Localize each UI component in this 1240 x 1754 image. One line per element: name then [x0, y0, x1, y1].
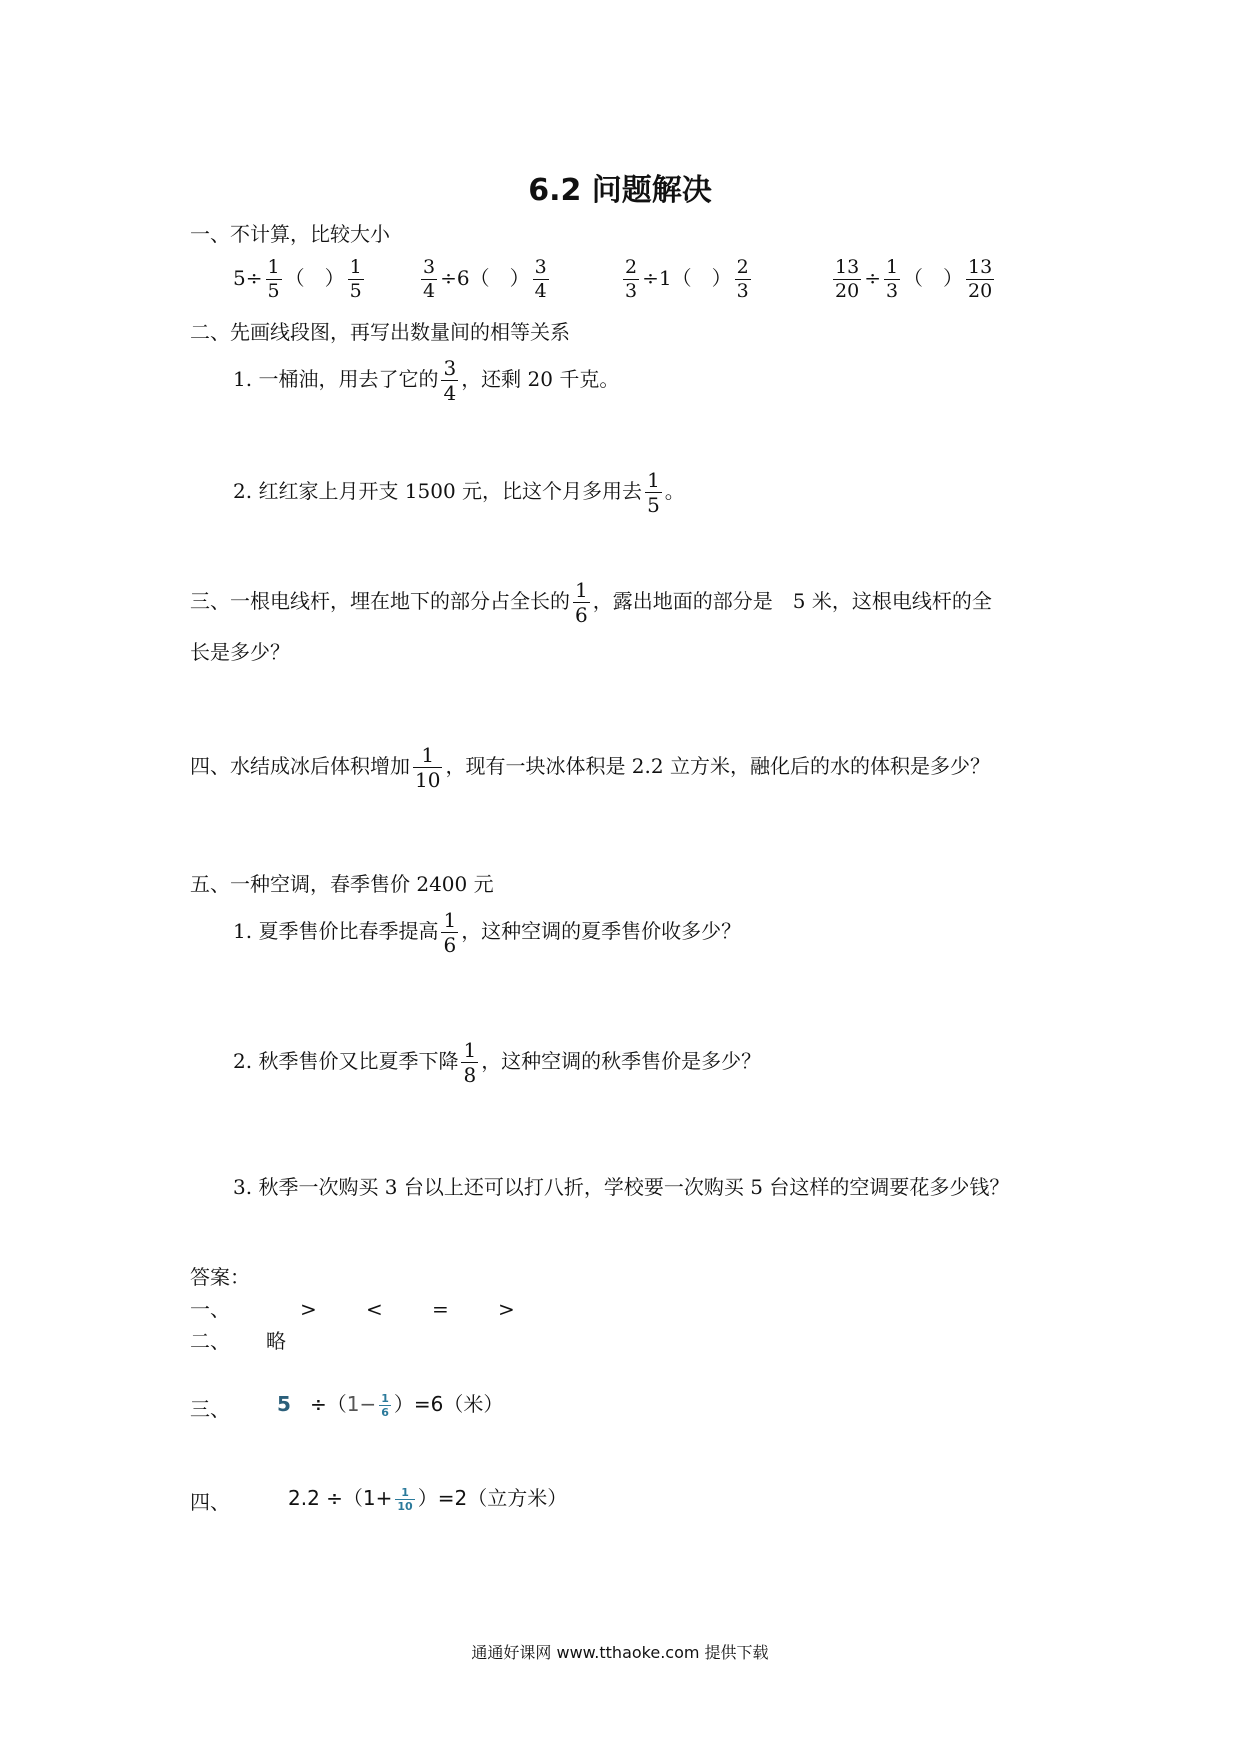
q1-item-3 [620, 258, 754, 301]
denominator: 3 [885, 280, 899, 302]
denominator: 10 [397, 1500, 413, 1513]
answer-number: 1 [346, 1392, 360, 1416]
operator: ÷ [864, 266, 881, 290]
numerator: 1 [463, 1038, 477, 1062]
q1-item-4 [830, 258, 997, 301]
denominator: 20 [835, 280, 860, 302]
answer-blank[interactable]: （ ） [671, 266, 732, 290]
numerator: 13 [968, 256, 993, 278]
fraction [966, 258, 994, 301]
fraction [421, 258, 437, 301]
answer-blank[interactable]: （ ） [469, 266, 530, 290]
answer-text: ） [417, 1486, 438, 1510]
answer-2-label: 二、 [190, 1329, 230, 1353]
answer-2-value: 略 [266, 1329, 286, 1353]
answer-result: =2（立方米） [437, 1486, 568, 1510]
denominator: 3 [736, 280, 749, 302]
answer-text: ÷（ [310, 1392, 347, 1416]
question-text: 2. 秋季售价又比夏季下降 [233, 1049, 459, 1073]
numerator: 3 [534, 256, 547, 278]
answer-1-value: > [498, 1297, 515, 1321]
answer-text: ） [393, 1392, 414, 1416]
fraction [884, 258, 900, 301]
q2-heading: 二、先画线段图，再写出数量间的相等关系 [190, 320, 570, 344]
answer-4-label: 四、 [190, 1490, 230, 1514]
answer-number: 5 [277, 1392, 291, 1416]
question-text: 2. 红红家上月开支 1500 元，比这个月多用去 [233, 479, 643, 503]
numerator: 3 [423, 256, 436, 278]
question-text: 1. 一桶油，用去了它的 [233, 367, 439, 391]
q2-part-2 [233, 470, 685, 515]
q5-part-3: 3. 秋季一次购买 3 台以上还可以打八折，学校要一次购买 5 台这样的空调要花多少钱？ [233, 1175, 1010, 1199]
answer-1-value: < [366, 1297, 383, 1321]
numerator: 1 [647, 468, 660, 492]
fraction [395, 1487, 414, 1512]
q4-line [190, 745, 990, 790]
operand: 5 [233, 266, 246, 290]
answers-heading: 答案： [190, 1265, 250, 1289]
question-text: 三、一根电线杆，埋在地下的部分占全长的 [190, 589, 570, 613]
fraction [441, 358, 458, 403]
question-text: 1. 夏季售价比春季提高 [233, 919, 439, 943]
fraction [266, 258, 282, 301]
answer-blank[interactable]: （ ） [284, 266, 345, 290]
denominator: 8 [463, 1063, 477, 1087]
answer-result: =6（米） [413, 1392, 504, 1416]
answer-3-label: 三、 [190, 1397, 230, 1421]
denominator: 10 [415, 768, 441, 792]
answer-4-formula [288, 1486, 567, 1512]
numerator: 1 [267, 256, 280, 278]
operator: ÷6 [440, 266, 470, 290]
fraction [573, 580, 590, 625]
answer-text: − [359, 1392, 377, 1416]
numerator: 1 [349, 256, 362, 278]
page-title: 6.2 问题解决 [528, 173, 712, 208]
operator: ÷1 [642, 266, 672, 290]
q3-line-2: 长是多少？ [190, 640, 290, 664]
denominator: 5 [267, 280, 280, 302]
fraction [623, 258, 639, 301]
numerator: 1 [443, 908, 457, 932]
denominator: 4 [423, 280, 436, 302]
denominator: 6 [443, 933, 457, 957]
footer-source: 通通好课网 www.tthaoke.com 提供下载 [471, 1643, 769, 1662]
fraction [413, 745, 442, 790]
denominator: 3 [625, 280, 638, 302]
q2-part-1 [233, 358, 619, 403]
numerator: 2 [736, 256, 749, 278]
q1-item-1 [233, 258, 367, 301]
question-text: ，这种空调的秋季售价是多少？ [481, 1049, 762, 1073]
q1-heading: 一、不计算，比较大小 [190, 222, 390, 246]
numerator: 13 [835, 256, 860, 278]
question-text: ，这种空调的夏季售价收多少？ [461, 919, 742, 943]
question-text: 四、水结成冰后体积增加 [190, 754, 410, 778]
q5-part-1 [233, 910, 741, 955]
fraction [833, 258, 861, 301]
denominator: 5 [647, 493, 660, 517]
denominator: 5 [349, 280, 362, 302]
answer-text: 2.2 ÷（1+ [288, 1486, 393, 1510]
numerator: 1 [575, 578, 588, 602]
q3-line-1 [190, 580, 992, 625]
denominator: 6 [381, 1406, 389, 1419]
denominator: 4 [534, 280, 547, 302]
denominator: 6 [575, 603, 588, 627]
q1-item-2 [418, 258, 552, 301]
question-text: ，还剩 20 千克。 [461, 367, 620, 391]
question-text: ，现有一块冰体积是 2.2 立方米，融化后的水的体积是多少？ [445, 754, 990, 778]
fraction [348, 258, 364, 301]
fraction [645, 470, 662, 515]
operator: ÷ [245, 266, 263, 290]
q5-part-2 [233, 1040, 761, 1085]
fraction [533, 258, 549, 301]
numerator: 1 [381, 1392, 389, 1405]
numerator: 1 [413, 745, 442, 768]
denominator: 4 [443, 381, 457, 405]
answer-1-label: 一、 [190, 1297, 230, 1321]
question-text: ，露出地面的部分是 5 米，这根电线杆的全 [592, 589, 992, 613]
numerator: 3 [443, 356, 457, 380]
answer-1-value: = [432, 1297, 449, 1321]
numerator: 1 [885, 256, 899, 278]
q5-heading: 五、一种空调，春季售价 2400 元 [190, 872, 494, 896]
fraction [379, 1393, 391, 1418]
answer-3-formula [277, 1392, 503, 1418]
answer-blank[interactable]: （ ） [903, 266, 964, 290]
numerator: 1 [395, 1487, 414, 1500]
fraction [441, 910, 458, 955]
numerator: 2 [625, 256, 638, 278]
answer-1-value: > [300, 1297, 317, 1321]
question-text: 。 [664, 479, 685, 503]
fraction [735, 258, 751, 301]
fraction [461, 1040, 478, 1085]
denominator: 20 [968, 280, 993, 302]
